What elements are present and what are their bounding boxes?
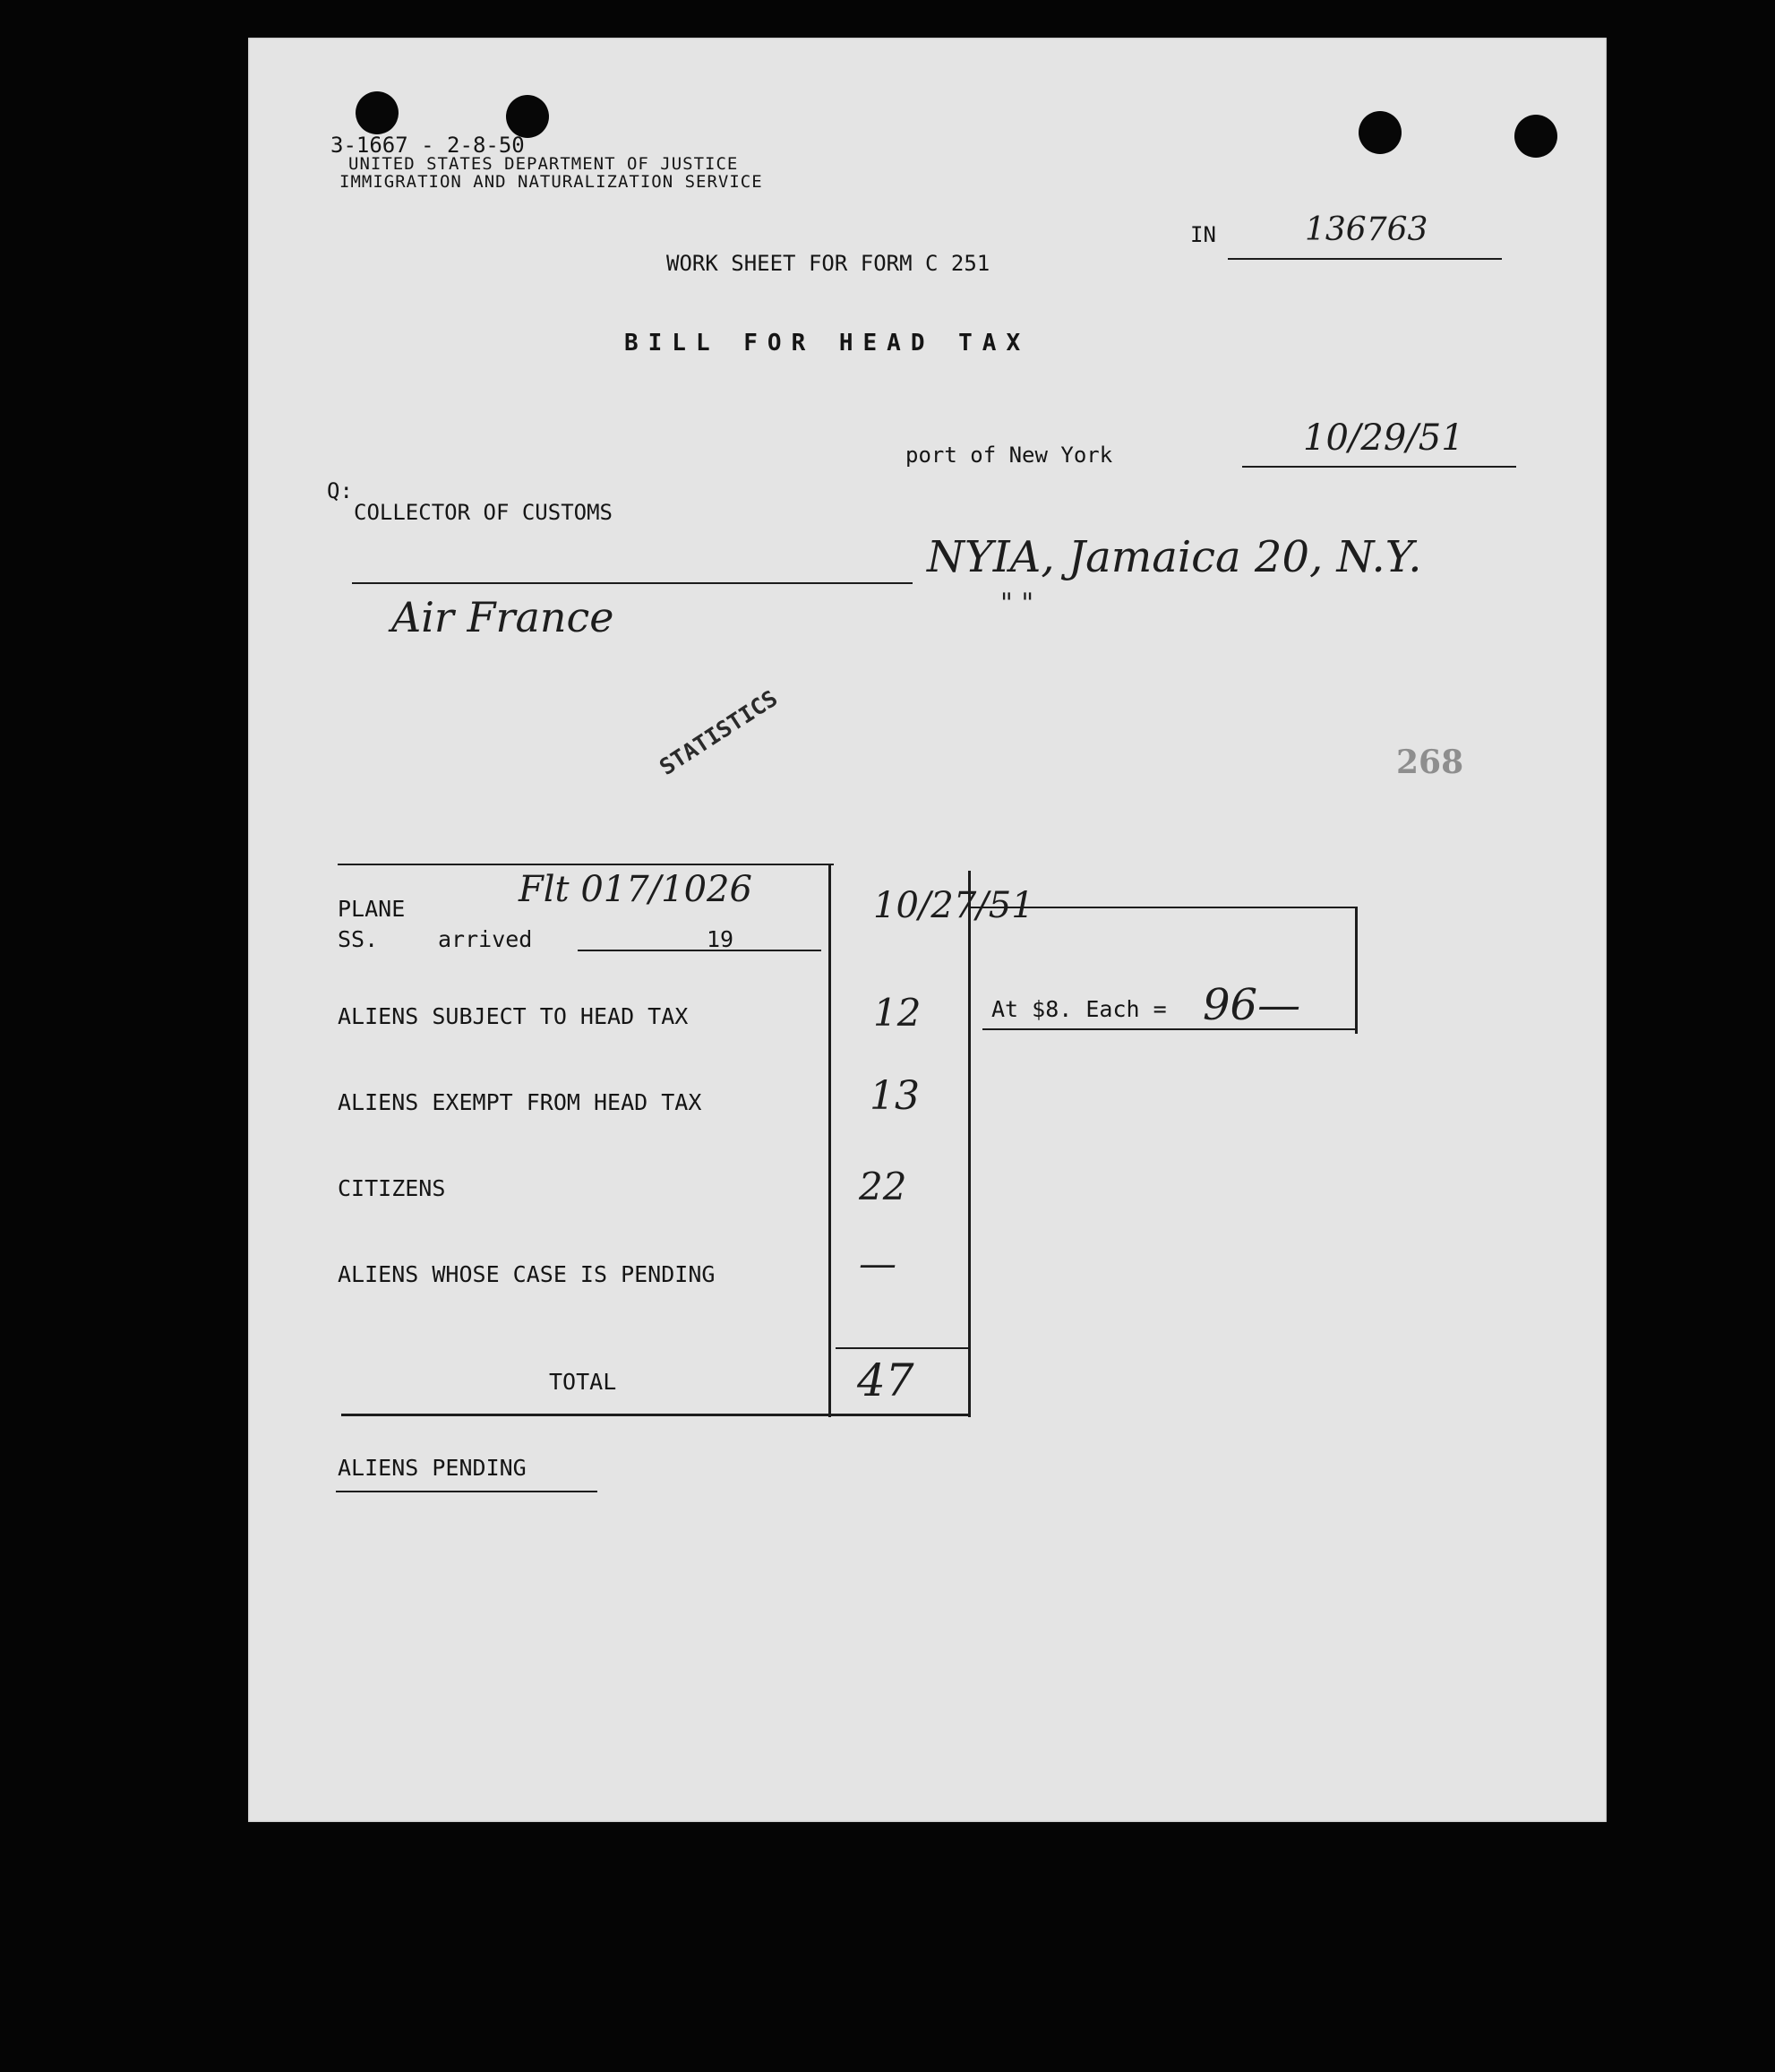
statistics-stamp: STATISTICS xyxy=(655,684,783,780)
punch-hole-icon xyxy=(506,95,549,138)
service-heading: IMMIGRATION AND NATURALIZATION SERVICE xyxy=(339,172,763,192)
aliens-pending-underline xyxy=(336,1491,597,1492)
table-divider-right xyxy=(968,871,971,1417)
total-rule xyxy=(836,1347,968,1349)
flight-number: Flt 017/1026 xyxy=(519,869,752,910)
table-bottom-rule xyxy=(341,1414,970,1416)
rate-box-bottom xyxy=(982,1028,1357,1030)
page-number-stamp: 268 xyxy=(1396,744,1464,781)
arrived-label: arrived xyxy=(438,926,533,952)
document-page xyxy=(248,38,1607,1822)
in-number-underline xyxy=(1228,258,1502,260)
row-label-citizens: CITIZENS xyxy=(338,1175,446,1201)
table-top-rule xyxy=(338,864,834,865)
ditto-marks: " " xyxy=(1000,588,1034,619)
row-label-pending: ALIENS WHOSE CASE IS PENDING xyxy=(338,1261,716,1287)
ss-label: SS. xyxy=(338,926,379,952)
collector-underline xyxy=(352,582,913,584)
carrier-name: Air France xyxy=(391,593,614,641)
in-label: IN xyxy=(1190,222,1216,247)
aliens-pending-label: ALIENS PENDING xyxy=(338,1455,527,1481)
in-number: 136763 xyxy=(1305,211,1428,248)
punch-hole-icon xyxy=(1359,111,1402,154)
date-underline xyxy=(1242,466,1516,468)
row-label-subject: ALIENS SUBJECT TO HEAD TAX xyxy=(338,1003,689,1029)
row-value-citizens: 22 xyxy=(859,1165,907,1208)
rate-box-right xyxy=(1355,907,1358,1034)
rate-label: At $8. Each = xyxy=(991,996,1167,1022)
bill-title: BILL FOR HEAD TAX xyxy=(624,330,1031,357)
total-value: 47 xyxy=(857,1354,914,1406)
rate-amount: 96— xyxy=(1203,980,1301,1030)
arrived-underline xyxy=(578,950,821,951)
arrival-date: 10/27/51 xyxy=(873,885,1034,926)
to-label: Q: xyxy=(327,478,353,503)
plane-label: PLANE xyxy=(338,896,406,922)
total-label: TOTAL xyxy=(549,1369,617,1395)
row-value-subject: 12 xyxy=(873,991,922,1035)
collector-heading: COLLECTOR OF CUSTOMS xyxy=(354,500,613,525)
worksheet-title: WORK SHEET FOR FORM C 251 xyxy=(666,251,990,276)
row-value-exempt: 13 xyxy=(870,1073,920,1119)
year-prefix: 19 xyxy=(707,926,734,952)
port-date: 10/29/51 xyxy=(1303,417,1464,459)
port-label: port of New York xyxy=(905,443,1113,468)
department-heading: UNITED STATES DEPARTMENT OF JUSTICE xyxy=(348,154,739,174)
row-value-pending: — xyxy=(859,1242,896,1285)
row-label-exempt: ALIENS EXEMPT FROM HEAD TAX xyxy=(338,1089,702,1115)
table-divider-left xyxy=(828,865,831,1417)
collector-address: NYIA, Jamaica 20, N.Y. xyxy=(927,532,1422,582)
punch-hole-icon xyxy=(356,91,399,134)
punch-hole-icon xyxy=(1514,115,1557,158)
form-code: 3-1667 - 2-8-50 xyxy=(330,133,525,158)
